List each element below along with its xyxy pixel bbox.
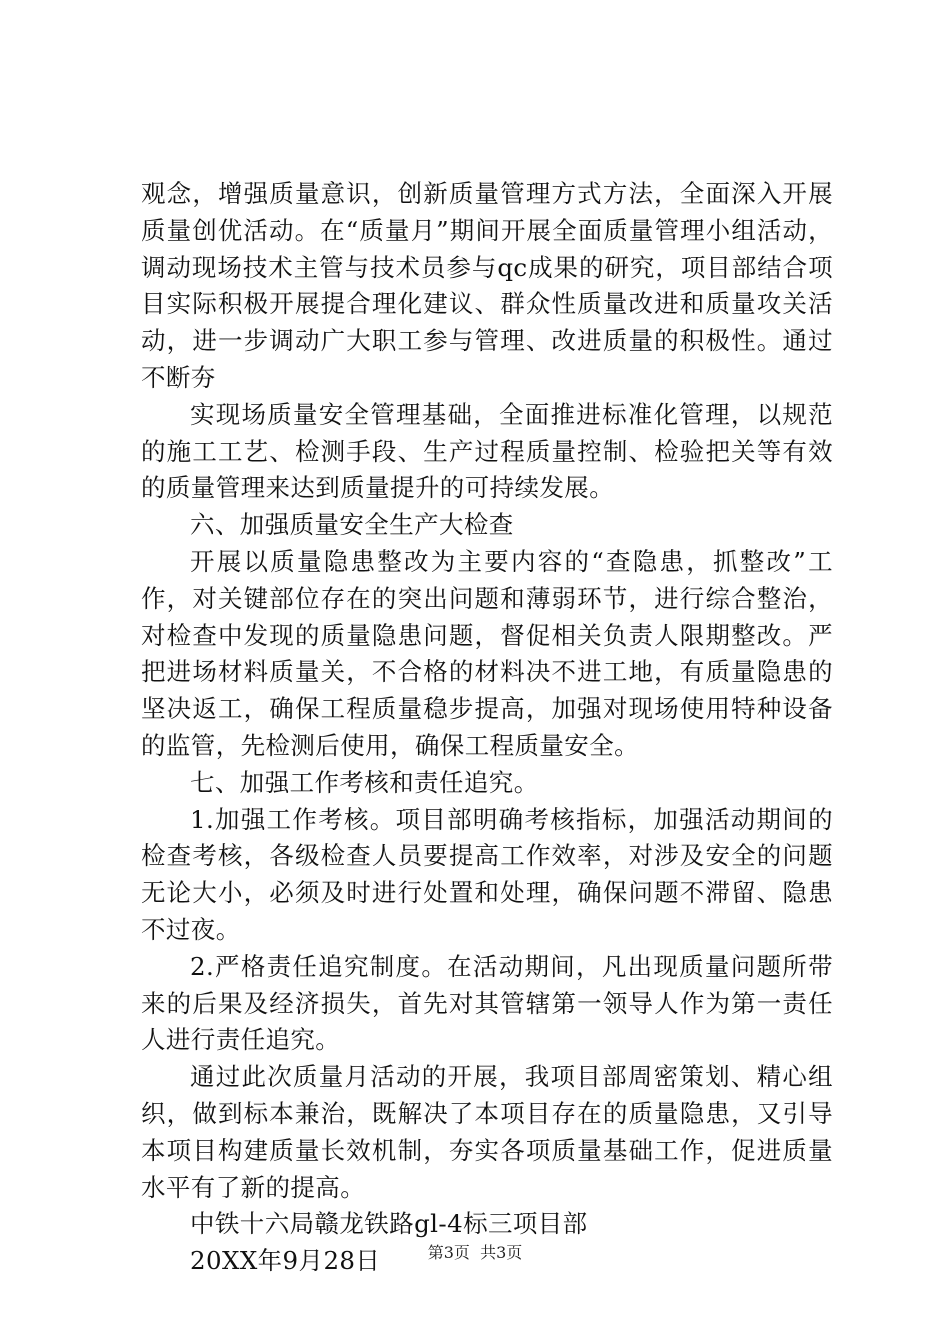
paragraph-quality-foundation: 实现场质量安全管理基础，全面推进标准化管理，以规范的施工工艺、检测手段、生产过程质量控制、检验把关等有效的质量管理来达到质量提升的可持续发展。	[141, 399, 833, 503]
page-footer	[0, 1243, 950, 1263]
page-number: 第3页	[427, 1243, 470, 1262]
paragraph-item-2: 2.严格责任追究制度。在活动期间，凡出现质量问题所带来的后果及经济损失，首先对其管辖第一领导人作为第一责任人进行责任追究。	[141, 951, 833, 1055]
paragraph-continuation: 观念，增强质量意识，创新质量管理方式方法，全面深入开展质量创优活动。在“质量月”期间开展全面质量管理小组活动，调动现场技术主管与技术员参与qc成果的研究，项目部结合项目实际积极开展提合理化建议、群众性质量改进和质量攻关活动，进一步调动广大职工参与管理、改进质量的积极性。通过不断夯	[141, 179, 833, 392]
paragraph-conclusion: 通过此次质量月活动的开展，我项目部周密策划、精心组织，做到标本兼治，既解决了本项目存在的质量隐患，又引导本项目构建质量长效机制，夯实各项质量基础工作，促进质量水平有了新的提高。	[141, 1062, 833, 1202]
footer-spacer	[470, 1243, 480, 1262]
paragraph-item-1: 1.加强工作考核。项目部明确考核指标，加强活动期间的检查考核，各级检查人员要提高工作效率，对涉及安全的问题无论大小，必须及时进行处置和处理，确保问题不滞留、隐患不过夜。	[141, 804, 833, 944]
section-heading-seven: 七、加强工作考核和责任追究。	[190, 767, 539, 797]
section-heading-six: 六、加强质量安全生产大检查	[190, 510, 514, 540]
paragraph-inspection: 开展以质量隐患整改为主要内容的“查隐患，抓整改”工作，对关键部位存在的突出问题和薄弱环节，进行综合整治，对检查中发现的质量隐患问题，督促相关负责人限期整改。严把进场材料质量关，不合格的材料决不进工地，有质量隐患的坚决返工，确保工程质量稳步提高，加强对现场使用特种设备的监管，先检测后使用，确保工程质量安全。	[141, 546, 833, 760]
document-body	[141, 176, 833, 1280]
page-total: 共3页	[480, 1243, 523, 1262]
signature-organization: 中铁十六局赣龙铁路gl-4标三项目部	[190, 1209, 588, 1239]
signature-date: 20XX年9月28日	[190, 1246, 381, 1276]
